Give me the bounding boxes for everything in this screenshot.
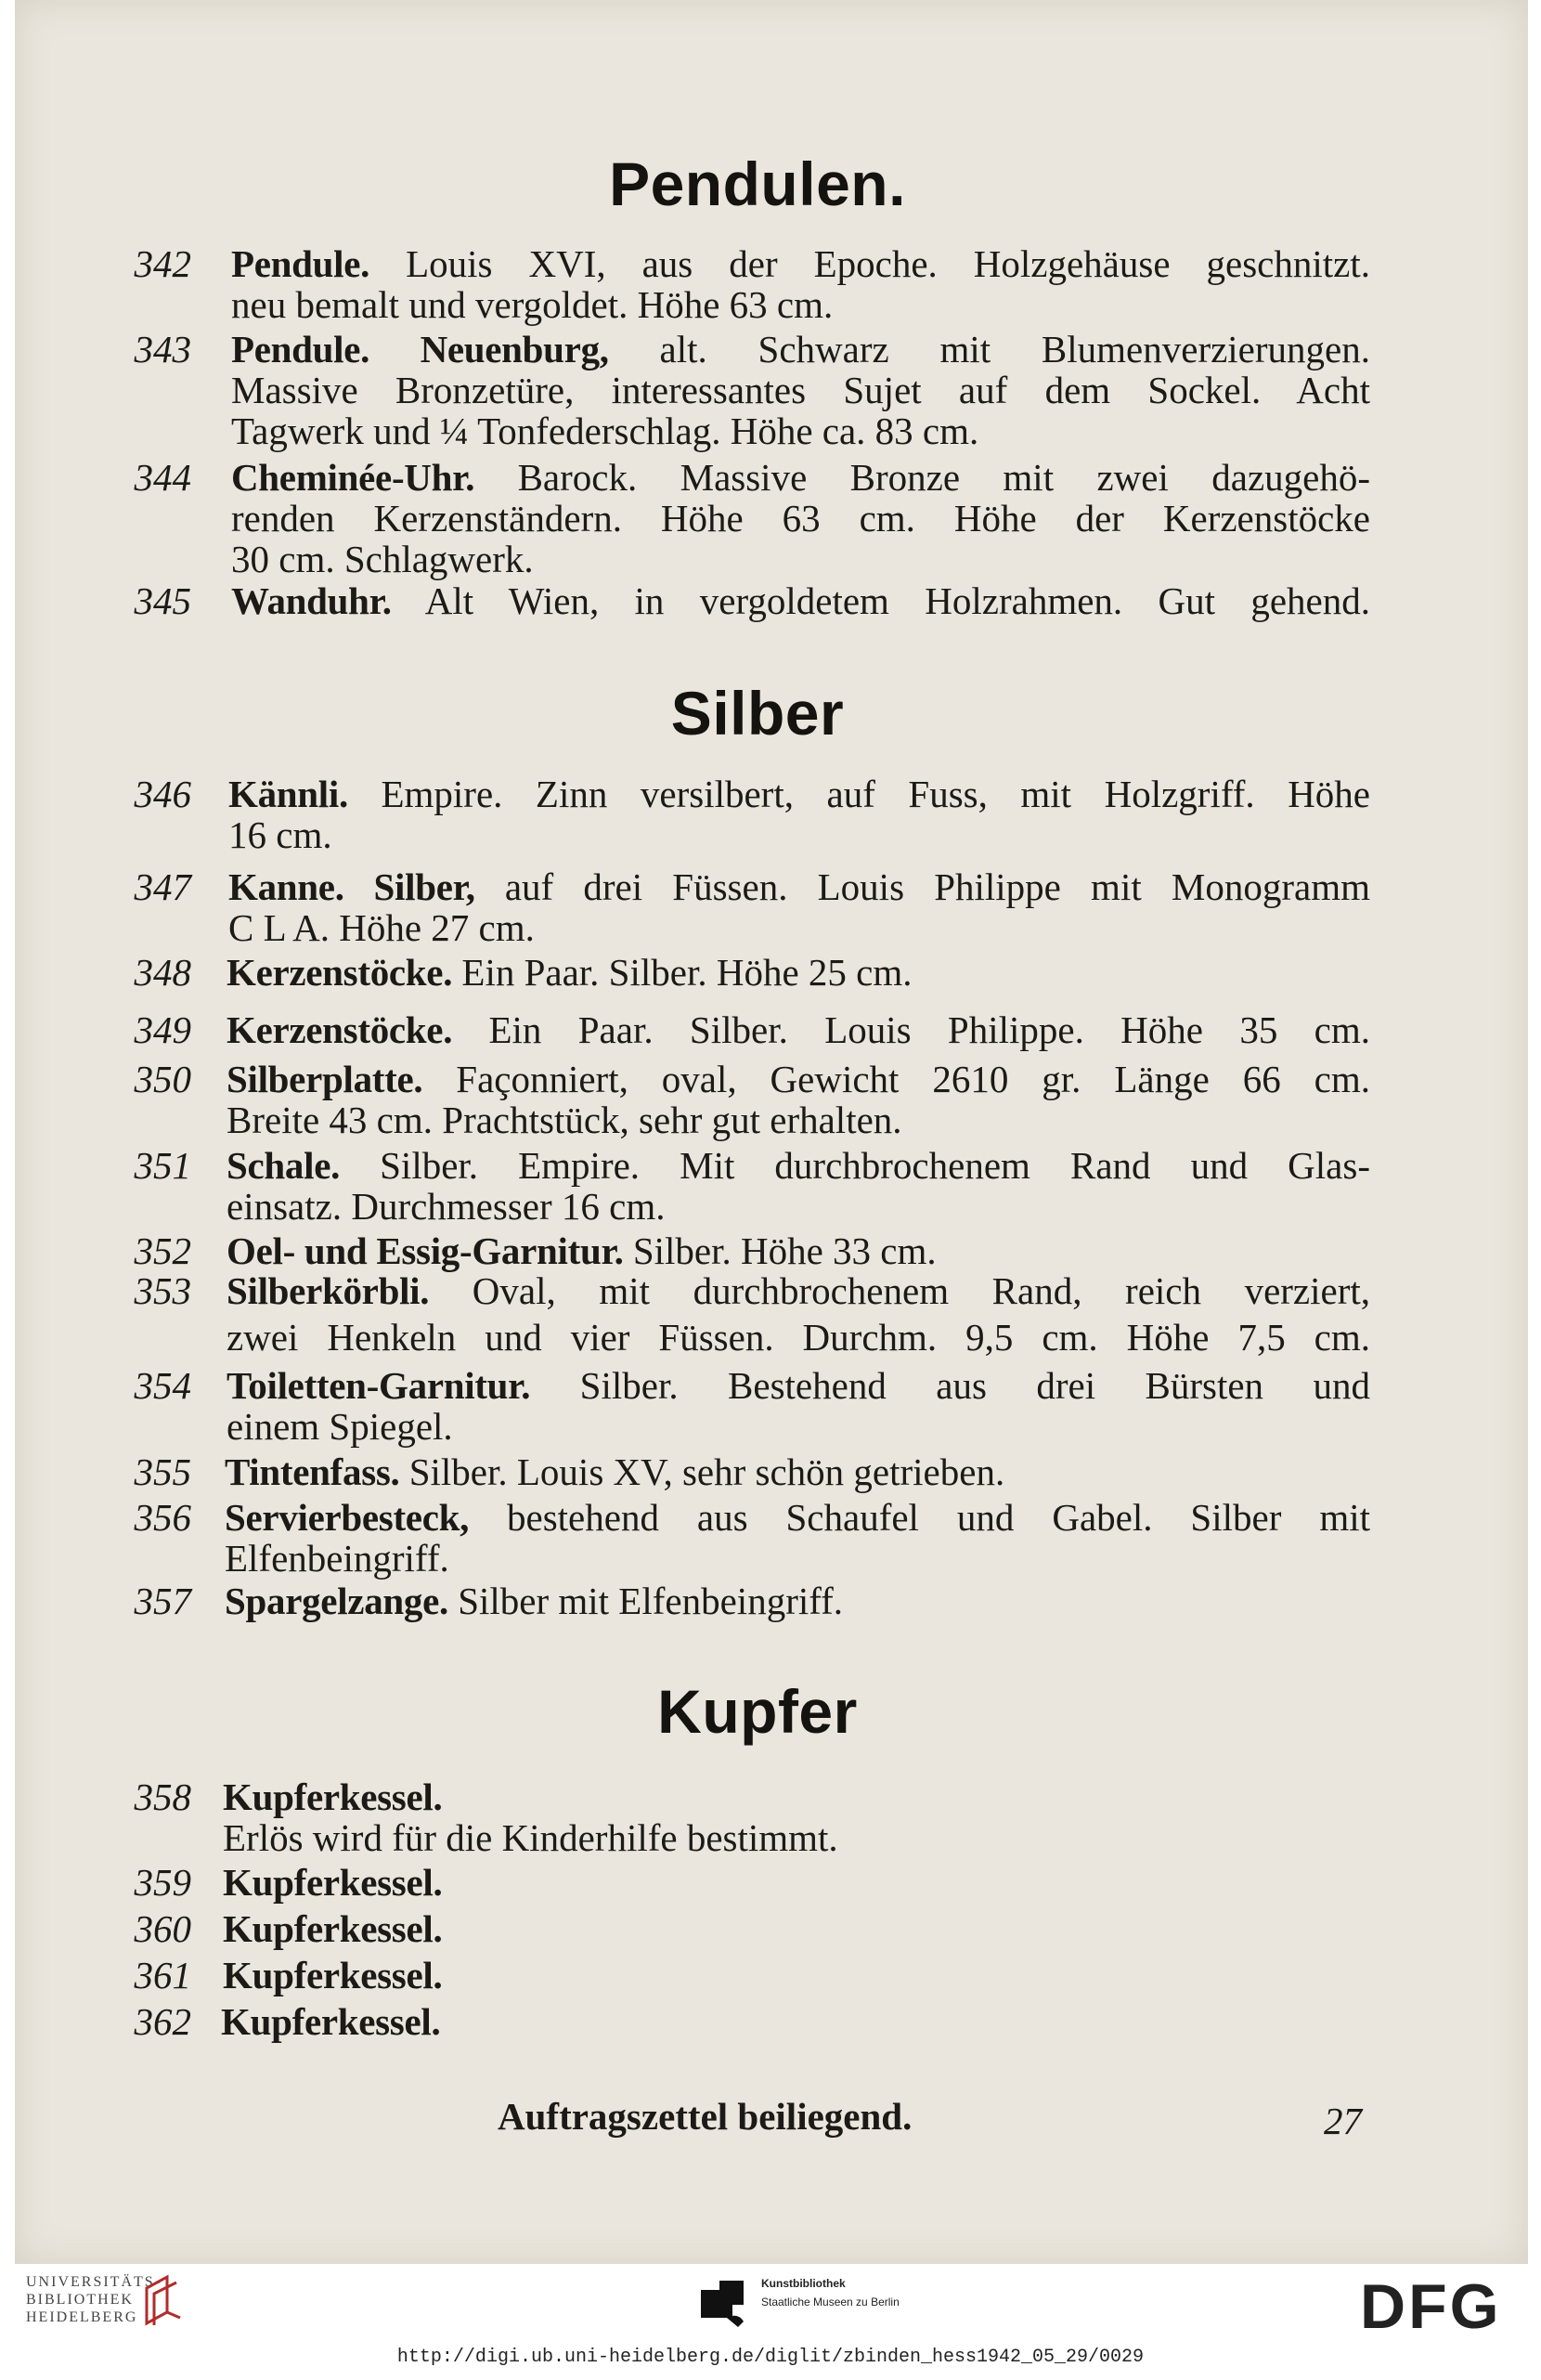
entry-term: Wanduhr. [231,579,392,622]
entry-continuation: neu bemalt und vergoldet. Höhe 63 cm. [231,283,834,326]
dfg-logo[interactable]: DFG [1360,2271,1502,2342]
entry-text: auf drei Füssen. Louis Philippe mit Monogramm [474,865,1370,908]
entry-text: alt. Schwarz mit Blumenverzierungen. [608,328,1370,371]
entry-number: 354 [134,1364,191,1407]
entry-line [225,1497,1370,1538]
entry-continuation: C L A. Höhe 27 cm. [228,906,535,949]
entry-term: Servierbesteck, [225,1496,470,1539]
entry-continuation: einsatz. Durchmesser 16 cm. [227,1185,666,1228]
entry-term: Toiletten-Garnitur. [227,1364,531,1407]
entry-number: 351 [134,1144,191,1187]
entry-number: 349 [134,1008,191,1051]
entry-term: Silberplatte. [227,1058,423,1100]
entry-continuation: einem Spiegel. [227,1405,453,1448]
entry-text: bestehend aus Schaufel und Gabel. Silber mit [469,1496,1370,1539]
entry-line [223,1862,1370,1903]
entry-line [227,1230,1370,1271]
entry-text: Ein Paar. Silber. Louis Philippe. Höhe 35 cm. [452,1008,1370,1051]
entry-continuation: Massive Bronzetüre, interessantes Sujet auf dem Sockel. Acht [231,369,1370,411]
entry-text: Silber mit Elfenbeingriff. [447,1580,844,1622]
entry-term: Schale. [227,1144,341,1187]
entry-line [231,243,1370,284]
entry-term: Kupferkessel. [223,1775,443,1818]
source-url-link[interactable]: http://digi.ub.uni-heidelberg.de/diglit/zbinden_hess1942_05_29/0029 [396,2347,1145,2368]
entry-line [227,1270,1370,1311]
entry-line [223,1955,1370,1996]
entry-line [231,580,1370,621]
entry-term: Kanne. Silber, [228,865,475,908]
entry-line [223,1776,1370,1817]
entry-term: Tintenfass. [225,1450,400,1493]
entry-line [221,2001,1370,2042]
entry-number: 356 [134,1496,191,1539]
entry-text: Façonniert, oval, Gewicht 2610 gr. Länge 66 cm. [422,1058,1370,1100]
entry-term: Silberkörbli. [227,1269,430,1312]
entry-number: 355 [134,1450,191,1493]
entry-line [231,329,1370,370]
logo-line: HEIDELBERG [26,2309,138,2325]
entry-number: 359 [134,1861,191,1904]
footer-note: Auftragszettel beiliegend. [498,2095,913,2138]
entry-text: Alt Wien, in vergoldetem Holzrahmen. Gut gehend. [391,579,1370,622]
kunstbibliothek-subtitle: Staatliche Museen zu Berlin [761,2295,900,2308]
entry-number: 345 [134,579,191,622]
kunstbibliothek-logo[interactable] [761,2274,900,2311]
page-number: 27 [1324,2100,1362,2142]
entry-continuation: 30 cm. Schlagwerk. [231,538,534,580]
entry-number: 357 [134,1580,191,1622]
entry-term: Kupferkessel. [223,1907,443,1950]
entry-term: Kerzenstöcke. [227,1008,453,1051]
entry-continuation: Breite 43 cm. Prachtstück, sehr gut erhalten. [227,1099,902,1141]
library-emblem-icon [139,2273,186,2327]
entry-line [227,1145,1370,1186]
entry-number: 348 [134,951,191,994]
section-heading-kupfer: Kupfer [657,1677,858,1746]
entry-text: Oval, mit durchbrochenem Rand, reich verziert, [429,1269,1370,1312]
entry-text: Empire. Zinn versilbert, auf Fuss, mit Holzgriff. Höhe [347,773,1370,815]
entry-term: Spargelzange. [225,1580,448,1622]
entry-term: Cheminée-Uhr. [231,456,475,499]
entry-text: Barock. Massive Bronze mit zwei dazugehö- [474,456,1370,499]
section-heading-silber: Silber [670,679,845,748]
entry-term: Oel- und Essig-Garnitur. [227,1229,624,1272]
entry-number: 362 [134,2000,191,2043]
entry-term: Pendule. Neuenburg, [231,328,609,371]
entry-number: 346 [134,773,191,815]
entry-continuation: zwei Henkeln und vier Füssen. Durchm. 9,5 cm. Höhe 7,5 cm. [227,1316,1370,1359]
kunstbibliothek-emblem-icon [701,2281,749,2329]
entry-term: Kännli. [228,773,348,815]
entry-text: Silber. Höhe 33 cm. [623,1229,937,1272]
entry-line [227,1059,1370,1099]
entry-line [223,1908,1370,1949]
entry-continuation: renden Kerzenständern. Höhe 63 cm. Höhe der Kerzenstöcke [231,497,1370,540]
entry-number: 360 [134,1907,191,1950]
entry-number: 361 [134,1954,191,1996]
logo-line: UNIVERSITÄTS- [26,2274,162,2290]
entry-continuation: Erlös wird für die Kinderhilfe bestimmt. [223,1816,838,1859]
entry-term: Kupferkessel. [223,1861,443,1904]
entry-number: 342 [134,242,191,285]
entry-text: Ein Paar. Silber. Höhe 25 cm. [452,951,913,994]
entry-number: 358 [134,1775,191,1818]
entry-line [228,774,1370,814]
entry-number: 350 [134,1058,191,1100]
entry-line [227,1009,1370,1050]
entry-line [225,1580,1370,1621]
entry-line [227,952,1370,993]
kunstbibliothek-name: Kunstbibliothek [761,2277,846,2290]
entry-term: Kupferkessel. [221,2000,441,2043]
entry-number: 347 [134,865,191,908]
entry-text: Silber. Louis XV, sehr schön getrieben. [399,1450,1005,1493]
entry-line [225,1451,1370,1492]
entry-continuation: 16 cm. [228,813,332,856]
entry-line [228,866,1370,907]
entry-number: 344 [134,456,191,499]
entry-line [231,457,1370,498]
entry-text: Louis XVI, aus der Epoche. Holzgehäuse geschnitzt. [369,242,1370,285]
entry-number: 353 [134,1269,191,1312]
scanned-page [15,0,1528,2264]
entry-term: Pendule. [231,242,370,285]
entry-text: Silber. Empire. Mit durchbrochenem Rand und Glas- [340,1144,1370,1187]
entry-continuation: Elfenbeingriff. [225,1537,449,1580]
entry-line [227,1365,1370,1406]
entry-text: Silber. Bestehend aus drei Bürsten und [530,1364,1370,1407]
entry-number: 343 [134,328,191,371]
entry-continuation: Tagwerk und ¼ Tonfederschlag. Höhe ca. 83 cm. [231,410,979,452]
entry-term: Kerzenstöcke. [227,951,453,994]
entry-number: 352 [134,1229,191,1272]
section-heading-pendulen: Pendulen. [609,150,906,218]
entry-term: Kupferkessel. [223,1954,443,1996]
logo-line: BIBLIOTHEK [26,2292,134,2308]
